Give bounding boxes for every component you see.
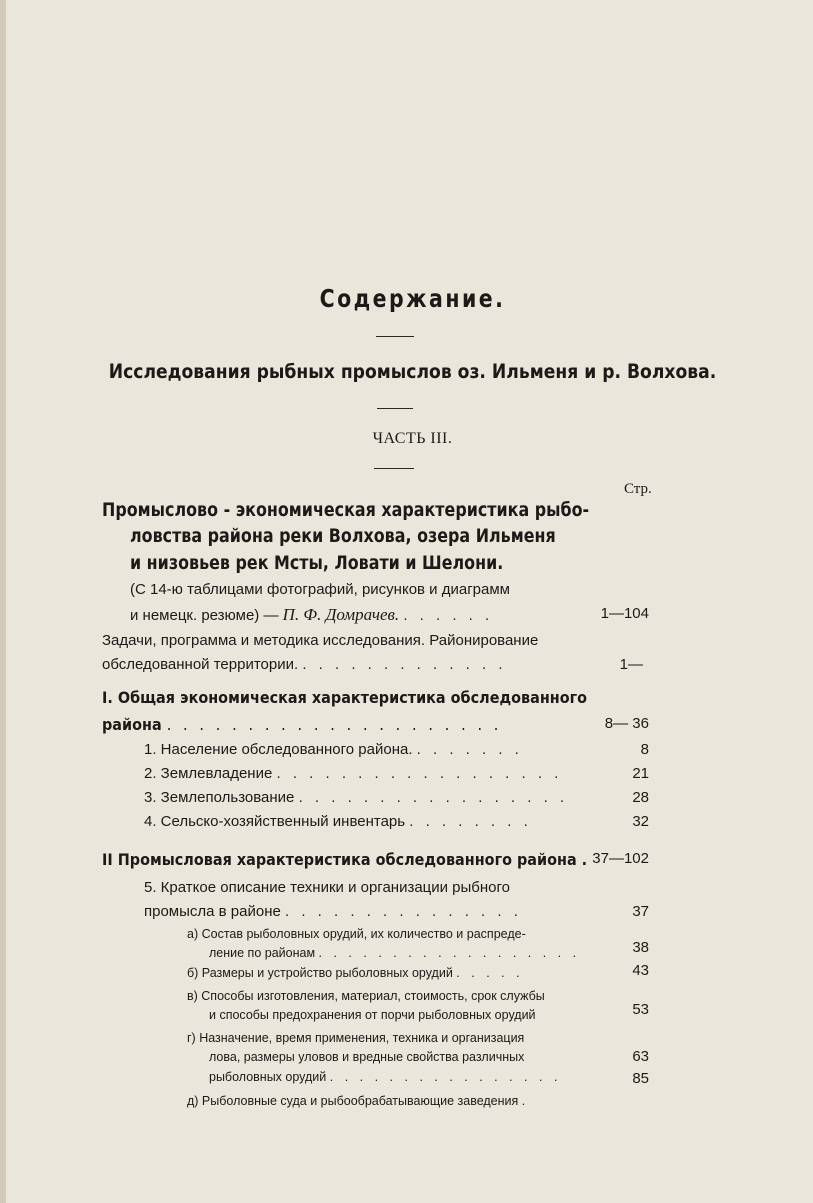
section2-item5-page: 37 (632, 903, 649, 920)
section2-item5-line1: 5. Краткое описание техники и организации рыбного (144, 879, 511, 896)
subitem-g-line2: лова, размеры уловов и вредные свойства различных (209, 1050, 525, 1064)
section1-item-4 (144, 813, 532, 830)
subitem-d-page: 85 (632, 1070, 649, 1087)
part-divider (374, 468, 414, 469)
leader-dots: . . . . . . . . . . . . . . . . . . . . . (166, 715, 502, 734)
main-section-line1: Промыслово - экономическая характеристика рыбо- (102, 500, 590, 521)
subitem-b-page: 43 (632, 962, 649, 979)
subitem-a-page: 38 (632, 939, 649, 956)
document-subtitle: Исследования рыбных промыслов оз. Ильменя и р. Волхова. (108, 360, 717, 383)
leader-dots: . . . . . . . . (409, 813, 532, 830)
section1-item-1-page: 8 (640, 741, 649, 758)
section1-item-1-label: 1. Население обследованного района. (144, 741, 413, 758)
main-section-line2: ловства района реки Волхова, озера Ильменя (130, 526, 556, 547)
section2-item5-line2 (144, 903, 522, 920)
part-label: ЧАСТЬ III. (372, 430, 453, 447)
subitem-g-line3 (209, 1070, 561, 1084)
page-title: Содержание. (319, 284, 506, 313)
main-section-pages: 1—104 (600, 605, 649, 622)
leader-dots: . . . . . . . . . . . . . . . . . (298, 789, 569, 806)
section1-line1: I. Общая экономическая характеристика обследованного (102, 688, 588, 707)
page-column-label: Стр. (624, 481, 652, 497)
section2-pages: 37—102 (592, 850, 649, 867)
leader-dots: . . . . . . . . . . . . . (302, 656, 507, 673)
subitem-v-line1: в) Способы изготовления, материал, стоимость, срок службы (187, 989, 545, 1003)
leader-dots: . (521, 1094, 530, 1108)
section1-item-4-page: 32 (632, 813, 649, 830)
section1-item-3 (144, 789, 568, 806)
subitem-a-line2 (209, 946, 580, 960)
section1-item-2 (144, 765, 562, 782)
main-section-note2-text: и немецк. резюме) — (130, 607, 279, 624)
section1-item-3-label: 3. Землепользование (144, 789, 295, 806)
title-divider (376, 336, 414, 337)
subitem-b-line1 (187, 966, 524, 980)
section1-line2-text: района (102, 715, 162, 734)
leader-dots: . . . . . (456, 966, 524, 980)
subitem-d-line1 (187, 1094, 529, 1108)
subitem-a-line1: а) Состав рыболовных орудий, их количество и распреде- (187, 927, 526, 941)
section1-item-3-page: 28 (632, 789, 649, 806)
section1-item-4-label: 4. Сельско-хозяйственный инвентарь (144, 813, 406, 830)
subitem-g-line3-text: рыболовных орудий (209, 1070, 327, 1084)
intro-line1: Задачи, программа и методика исследования. Районирование (102, 632, 539, 649)
intro-line2 (102, 656, 507, 673)
intro-pages: 1— (619, 656, 643, 673)
section1-item-2-label: 2. Землевладение (144, 765, 273, 782)
main-section-note2 (130, 605, 493, 625)
leader-dots: . . . . . . . . . . . . . . . . (329, 1070, 562, 1084)
subtitle-divider (377, 408, 413, 409)
leader-dots: . . . . . . . . . . . . . . . . . . (276, 765, 563, 782)
subitem-v-page: 53 (632, 1001, 649, 1018)
section2-title: II Промысловая характеристика обследованного района . (102, 850, 588, 869)
leader-dots: . . . . . . (403, 607, 494, 624)
subitem-d-line1-text: д) Рыболовные суда и рыбообрабатывающие заведения (187, 1094, 519, 1108)
main-section-note1: (С 14-ю таблицами фотографий, рисунков и диаграмм (130, 581, 510, 598)
section1-pages: 8— 36 (604, 715, 649, 732)
leader-dots: . . . . . . . . . . . . . . . . . . (318, 946, 581, 960)
section2-item5-line2-text: промысла в районе (144, 903, 281, 920)
subitem-a-line2-text: ление по районам (209, 946, 316, 960)
subitem-g-page: 63 (632, 1048, 649, 1065)
subitem-v-line2: и способы предохранения от порчи рыболовных орудий (209, 1008, 536, 1022)
subitem-g-line1: г) Назначение, время применения, техника и организация (187, 1031, 525, 1045)
section1-item-2-page: 21 (632, 765, 649, 782)
leader-dots: . . . . . . . . . . . . . . . (285, 903, 522, 920)
leader-dots: . . . . . . . (416, 741, 523, 758)
intro-line2-text: обследованной территории. (102, 656, 299, 673)
section1-item-1 (144, 741, 523, 758)
section1-line2 (102, 715, 502, 734)
main-section-line3: и низовьев рек Мсты, Ловати и Шелони. (130, 553, 504, 574)
subitem-b-line1-text: б) Размеры и устройство рыболовных орудий (187, 966, 453, 980)
author-name: П. Ф. Домрачев. (282, 605, 400, 624)
